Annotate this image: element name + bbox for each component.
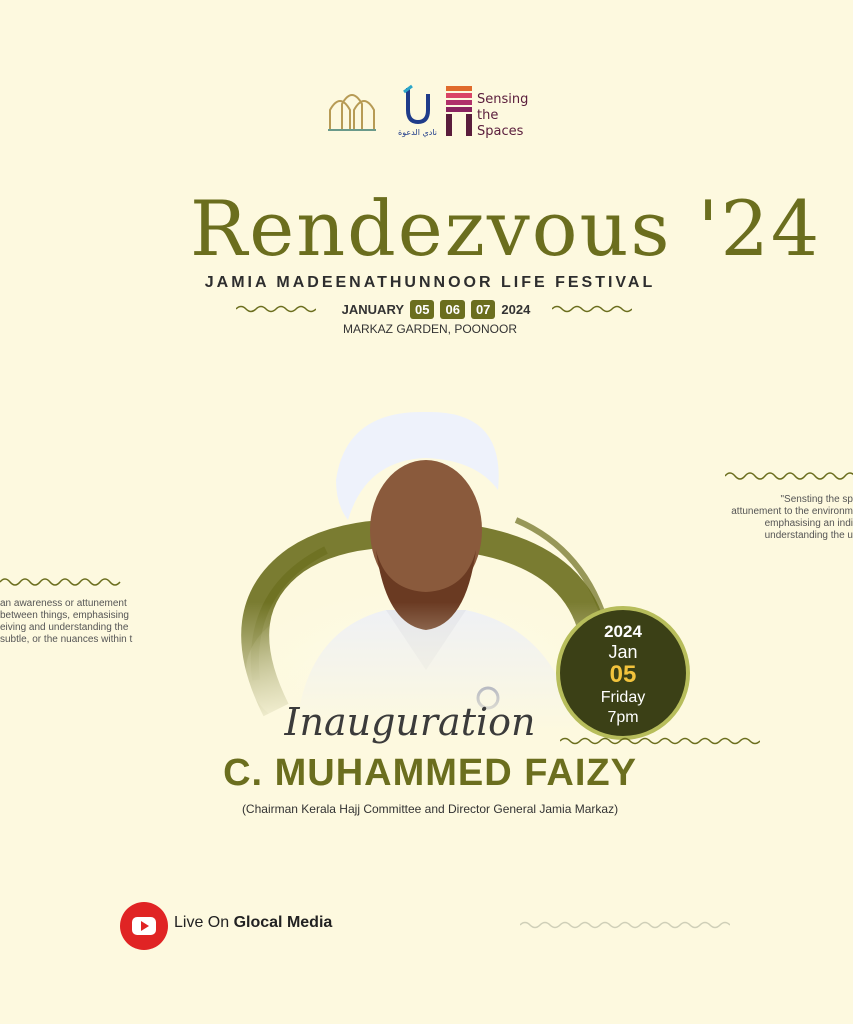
program-label: Inauguration bbox=[284, 700, 536, 744]
badge-day: 05 bbox=[609, 661, 637, 688]
event-title: Rendezvous '24 bbox=[190, 184, 822, 273]
event-day-1: 05 bbox=[410, 300, 434, 319]
live-channel: Glocal Media bbox=[233, 914, 333, 931]
side-quote-right-line: emphasising an indi bbox=[764, 518, 853, 529]
event-subtitle: JAMIA MADEENATHUNNOOR LIFE FESTIVAL bbox=[204, 274, 656, 291]
wave-badge-icon bbox=[560, 734, 760, 748]
event-day-3: 07 bbox=[471, 300, 495, 319]
live-on-text[interactable] bbox=[174, 914, 332, 932]
speaker-name: C. MUHAMMED FAIZY bbox=[223, 752, 637, 794]
badge-time: 7pm bbox=[607, 709, 639, 726]
event-venue: MARKAZ GARDEN, POONOOR bbox=[342, 322, 518, 336]
date-badge bbox=[556, 606, 690, 740]
side-quote-right-line: "Sensting the sp bbox=[780, 494, 853, 505]
badge-year: 2024 bbox=[604, 622, 642, 641]
side-quote-right-line: understanding the u bbox=[764, 530, 853, 541]
side-quote-left-line: between things, emphasising bbox=[0, 610, 129, 621]
event-day-2: 06 bbox=[440, 300, 464, 319]
nadi-dawa-logo-icon bbox=[404, 86, 428, 122]
side-quote-left-line: an awareness or attunement bbox=[0, 598, 127, 609]
side-quote-left bbox=[0, 598, 150, 646]
logo-line-1: Sensing bbox=[477, 92, 529, 107]
madeenathunnoor-logo-icon bbox=[328, 95, 376, 130]
youtube-icon[interactable] bbox=[120, 902, 168, 950]
live-prefix: Live On bbox=[174, 914, 230, 931]
side-quote-left-line: subtle, or the nuances within t bbox=[0, 634, 133, 645]
logo-line-2: the bbox=[477, 108, 499, 123]
event-year: 2024 bbox=[501, 301, 531, 317]
wave-side-right-icon bbox=[725, 468, 853, 484]
sensing-the-spaces-logo-icon bbox=[446, 86, 472, 136]
badge-month: Jan bbox=[608, 642, 638, 662]
nadi-dawa-caption: نادي الدعوة bbox=[398, 128, 437, 137]
event-dates bbox=[236, 297, 636, 321]
side-quote-right-line: attunement to the environm bbox=[731, 506, 853, 517]
side-quote-left-line: eiving and understanding the bbox=[0, 622, 129, 633]
event-month: JANUARY bbox=[341, 301, 405, 317]
sensing-the-spaces-text bbox=[477, 92, 528, 140]
side-quote-right bbox=[715, 494, 853, 542]
speaker-designation: (Chairman Kerala Hajj Committee and Director General Jamia Markaz) bbox=[241, 802, 619, 816]
logo-line-3: Spaces bbox=[477, 124, 524, 139]
badge-weekday: Friday bbox=[600, 689, 646, 706]
wave-side-left-icon bbox=[0, 574, 130, 590]
wave-bottom-icon bbox=[520, 918, 730, 932]
